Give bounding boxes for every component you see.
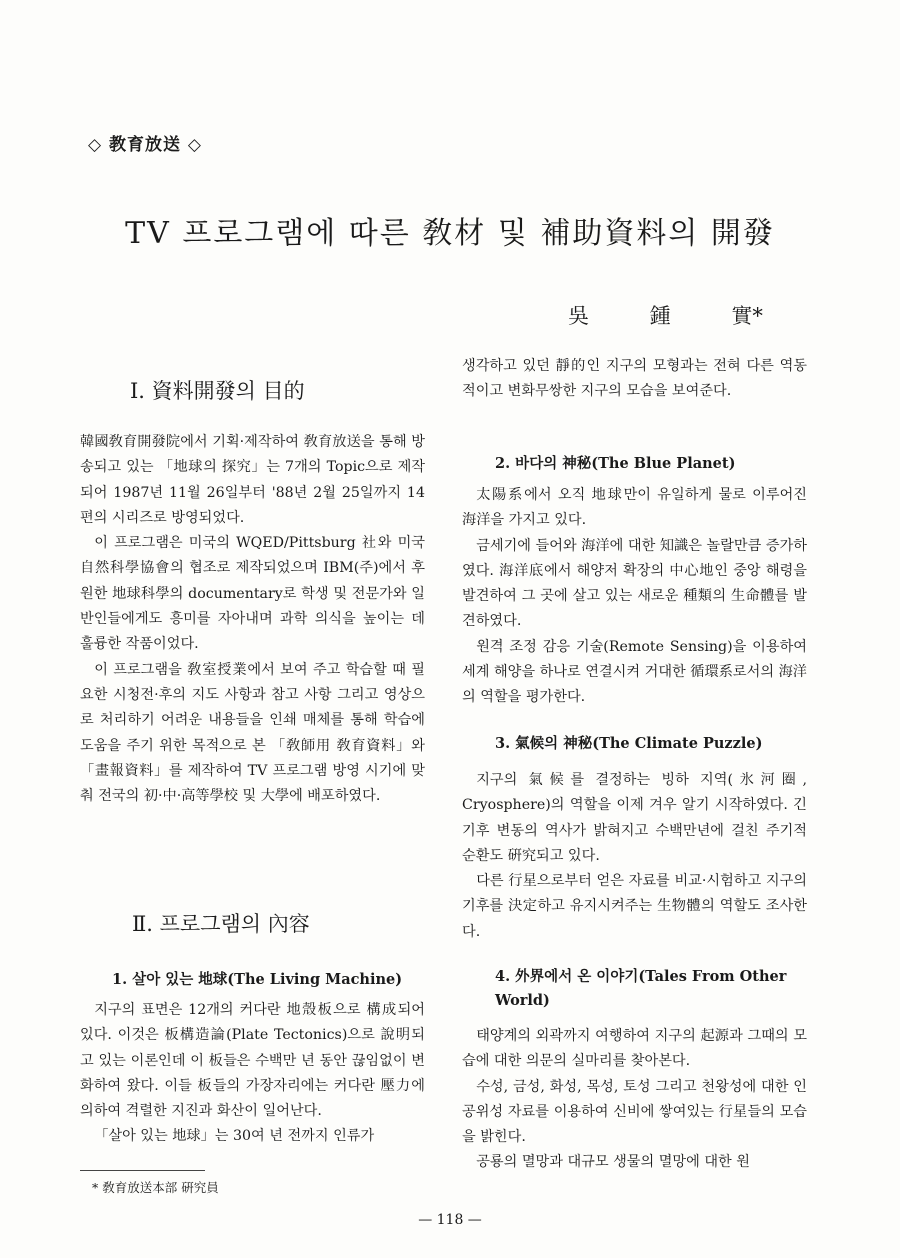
footnote: * 敎育放送本部 硏究員 bbox=[92, 1180, 219, 1195]
paragraph: 수성, 금성, 화성, 목성, 토성 그리고 천왕성에 대한 인공위성 자료를 이용하여 신비에 쌓여있는 行星들의 모습을 밝힌다. bbox=[462, 1078, 807, 1146]
paragraph: 금세기에 들어와 海洋에 대한 知識은 놀랄만큼 증가하였다. 海洋底에서 해양저 확장의 中心地인 중앙 해령을 발견하여 그 곳에 살고 있는 새로운 種類의 生命體를 발견하였다. bbox=[462, 537, 807, 630]
article-title: TV 프로그램에 따른 敎材 및 補助資料의 開發 bbox=[125, 216, 775, 251]
paragraph: 태양계의 외곽까지 여행하여 지구의 起源과 그때의 모습에 대한 의문의 실마리를 찾아본다. bbox=[462, 1028, 807, 1070]
paragraph: 이 프로그램은 미국의 WQED/Pittsburg 社와 미국 自然科學協會의 협조로 제작되었으며 IBM(주)에서 후원한 地球科學의 documentary로 학생 및 전문가와 일반인들에게도 흥미를 자아내며 과학 의식을 높이는 데 훌륭한 작품이었다. bbox=[80, 535, 425, 653]
heading-content: Ⅱ. 프로그램의 內容 bbox=[132, 912, 310, 936]
right-column-top bbox=[462, 354, 807, 405]
author-name: 吳 鍾 實* bbox=[568, 304, 763, 328]
paragraph: 다른 行星으로부터 얻은 자료를 비교·시험하고 지구의 기후를 決定하고 유지시켜주는 生物體의 역할도 조사한다. bbox=[462, 873, 807, 940]
paragraph: 지구의 氣候를 결정하는 빙하 지역(氷河圈, Cryosphere)의 역할을 이제 겨우 알기 시작하였다. 긴 기후 변동의 역사가 밝혀지고 수백만년에 걸친 주기적 순환도 硏究되고 있다. bbox=[462, 772, 807, 864]
paragraph: 원격 조정 감응 기술(Remote Sensing)을 이용하여 세계 해양을 하나로 연결시켜 거대한 循環系로서의 海洋의 역할을 평가한다. bbox=[462, 638, 807, 706]
heading-purpose: Ⅰ. 資料開發의 目的 bbox=[130, 379, 305, 403]
right-column-ocean bbox=[462, 483, 807, 711]
left-column-bottom bbox=[80, 998, 425, 1150]
subheading-other-world: 4. 外界에서 온 이야기(Tales From Other World) bbox=[495, 968, 787, 1009]
left-column-top bbox=[80, 430, 425, 809]
subheading-living-machine: 1. 살아 있는 地球(The Living Machine) bbox=[112, 971, 403, 988]
paragraph: 지구의 표면은 12개의 커다란 地殼板으로 構成되어 있다. 이것은 板構造論(Plate Tectonics)으로 說明되고 있는 이론인데 이 板들은 수백만 년 동안 끊임없이 변화하여 왔다. 이들 板들의 가장자리에는 커다란 壓力에 의하여 격렬한 지진과 화산이 일어난다. bbox=[80, 1002, 425, 1120]
paragraph: 생각하고 있던 靜的인 지구의 모형과는 전혀 다른 역동적이고 변화무쌍한 지구의 모습을 보여준다. bbox=[462, 358, 807, 400]
paragraph: 太陽系에서 오직 地球만이 유일하게 물로 이루어진 海洋을 가지고 있다. bbox=[462, 487, 807, 529]
paragraph: 공룡의 멸망과 대규모 생물의 멸망에 대한 원 bbox=[476, 1154, 750, 1171]
right-column-climate bbox=[462, 768, 807, 945]
right-column-other-world bbox=[462, 1024, 807, 1176]
subheading-blue-planet: 2. 바다의 神秘(The Blue Planet) bbox=[495, 455, 736, 472]
footnote-rule bbox=[80, 1170, 205, 1171]
page-number: — 118 — bbox=[418, 1212, 482, 1228]
subheading-climate-puzzle: 3. 氣候의 神秘(The Climate Puzzle) bbox=[495, 735, 763, 752]
paragraph: 「살아 있는 地球」는 30여 년 전까지 인류가 bbox=[94, 1128, 375, 1145]
paragraph: 韓國敎育開發院에서 기획·제작하여 敎育放送을 통해 방송되고 있는 「地球의 探究」는 7개의 Topic으로 제작되어 1987년 11월 26일부터 '88년 2월 25일까지 14편의 시리즈로 방영되었다. bbox=[80, 434, 425, 526]
section-label: ◇ 教育放送 ◇ bbox=[88, 135, 202, 155]
paragraph: 이 프로그램을 敎室授業에서 보여 주고 학습할 때 필요한 시청전·후의 지도 사항과 참고 사항 그리고 영상으로 처리하기 어려운 내용들을 인쇄 매체를 통해 학습에 도움을 주기 위한 목적으로 본 「敎師用 敎育資料」와 「畫報資料」를 제작하여 TV 프로그램 방영 시기에 맞춰 전국의 初·中·高等學校 및 大學에 배포하였다. bbox=[80, 661, 425, 805]
